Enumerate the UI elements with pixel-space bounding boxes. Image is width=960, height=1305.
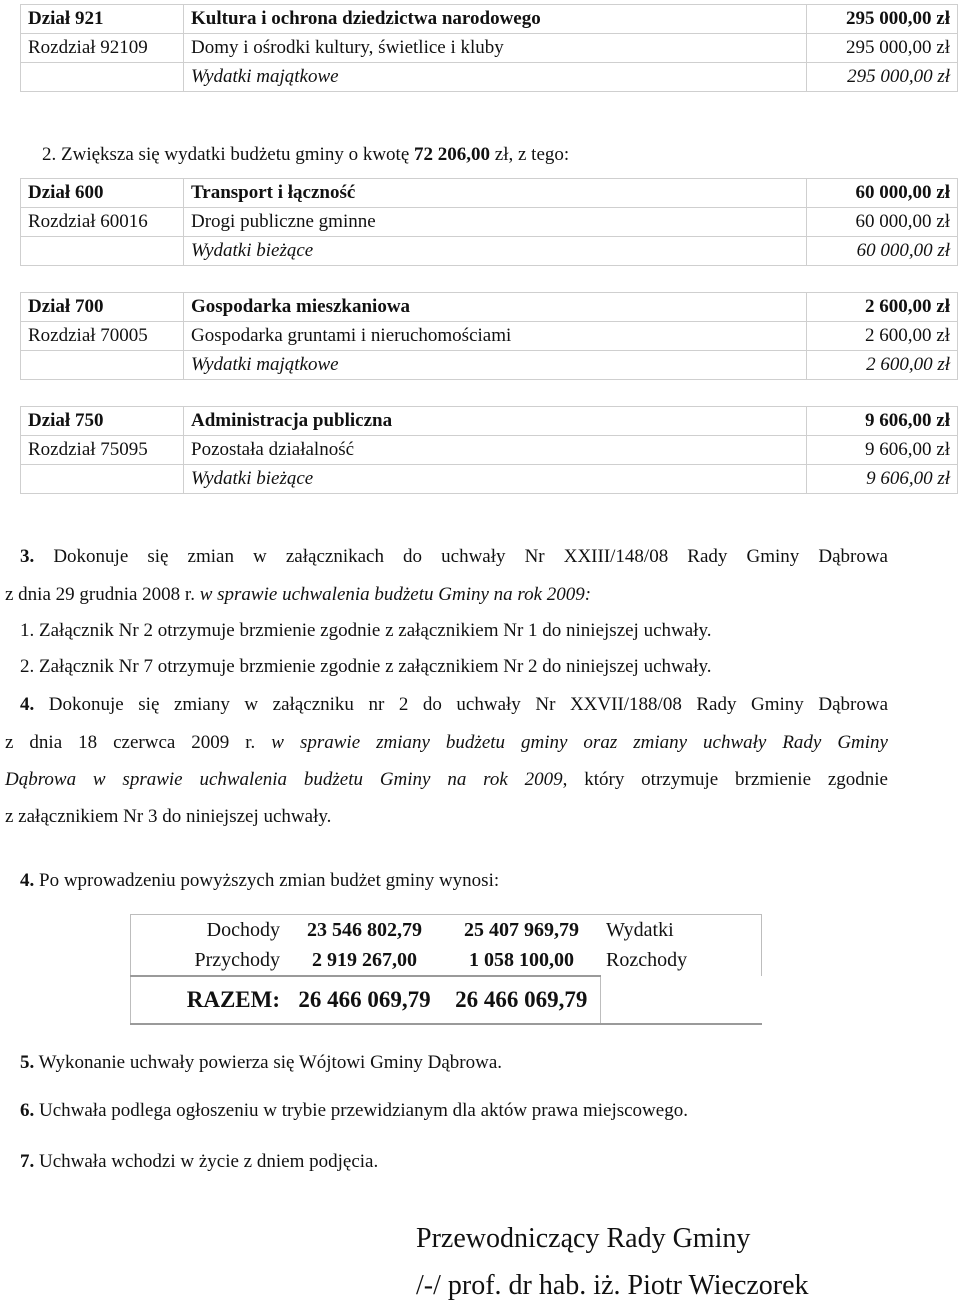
section-2-text-a: Zwiększa się wydatki budżetu gminy o kwotę [56, 144, 415, 165]
section-5-line [20, 1052, 502, 1074]
chapter-code: Rozdział 75095 [21, 436, 184, 465]
table-row [21, 179, 958, 208]
section-2-amount: 72 206,00 [414, 144, 491, 165]
expense-type: Wydatki majątkowe [184, 351, 807, 380]
budget-table-dzial-700 [20, 292, 958, 380]
section-amount: 2 600,00 zł [807, 293, 958, 322]
section-name: Administracja publiczna [184, 407, 807, 436]
section-5-text: Wykonanie uchwały powierza się Wójtowi Gminy Dąbrowa. [34, 1052, 503, 1073]
section-2-number: 2. [42, 144, 57, 165]
section-4a-text-3a: Dąbrowa w sprawie uchwalenia budżetu Gminy na rok 2009 [5, 769, 563, 790]
chapter-amount: 295 000,00 zł [807, 34, 958, 63]
chapter-name: Pozostała działalność [184, 436, 807, 465]
chapter-name: Domy i ośrodki kultury, świetlice i kluby [184, 34, 807, 63]
chapter-code: Rozdział 92109 [21, 34, 184, 63]
total-left-value: 26 466 069,79 [286, 976, 443, 1024]
section-name: Gospodarka mieszkaniowa [184, 293, 807, 322]
section-7-text: Uchwała wchodzi w życie z dniem podjęcia. [34, 1151, 379, 1172]
section-3-item-2: 2. Załącznik Nr 7 otrzymuje brzmienie zgodnie z załącznikiem Nr 2 do niniejszej uchwały. [20, 656, 712, 677]
chapter-amount: 9 606,00 zł [807, 436, 958, 465]
table-row [21, 436, 958, 465]
chapter-amount: 2 600,00 zł [807, 322, 958, 351]
section-code: Dział 921 [21, 5, 184, 34]
empty-cell [21, 63, 184, 92]
section-4b-text: Po wprowadzeniu powyższych zmian budżet gminy wynosi: [34, 870, 500, 891]
section-4a-text-2a: z dnia 18 czerwca 2009 r. [5, 732, 272, 753]
disbursement-value: 1 058 100,00 [443, 945, 600, 976]
chapter-code: Rozdział 60016 [21, 208, 184, 237]
section-2-text-b: zł, z tego: [490, 144, 570, 165]
total-label: RAZEM: [131, 976, 287, 1024]
section-name: Kultura i ochrona dziedzictwa narodowego [184, 5, 807, 34]
expense-type: Wydatki bieżące [184, 465, 807, 494]
budget-table-dzial-600 [20, 178, 958, 266]
section-3-line-1 [5, 546, 888, 568]
expense-type: Wydatki bieżące [184, 237, 807, 266]
table-row [21, 5, 958, 34]
section-6-line [20, 1100, 688, 1122]
disbursement-label: Rozchody [600, 945, 762, 976]
summary-row-income [131, 915, 762, 946]
table-row [21, 237, 958, 266]
section-4a-number: 4. [20, 694, 35, 715]
table-row [21, 465, 958, 494]
expense-amount: 9 606,00 zł [807, 465, 958, 494]
section-4a-line-4: z załącznikiem Nr 3 do niniejszej uchwały. [5, 806, 332, 827]
chapter-amount: 60 000,00 zł [807, 208, 958, 237]
section-4a-line-1 [5, 694, 888, 716]
section-4a-text-3b: , który otrzymuje brzmienie zgodnie [562, 769, 888, 790]
expense-label: Wydatki [600, 915, 762, 946]
revenue-label: Przychody [131, 945, 287, 976]
section-3-text-1: Dokonuje się zmian w załącznikach do uchwały Nr XXIII/148/08 Rady Gminy Dąbrowa [34, 546, 888, 567]
revenue-value: 2 919 267,00 [286, 945, 443, 976]
expense-amount: 2 600,00 zł [807, 351, 958, 380]
empty-cell [21, 237, 184, 266]
table-row [21, 63, 958, 92]
table-row [21, 322, 958, 351]
section-5-number: 5. [20, 1052, 35, 1073]
chapter-code: Rozdział 70005 [21, 322, 184, 351]
signature-name: /-/ prof. dr hab. iż. Piotr Wieczorek [416, 1270, 809, 1301]
empty-cell [21, 465, 184, 494]
section-3-line-2 [5, 584, 591, 606]
section-4a-text-2b: w sprawie zmiany budżetu gminy oraz zmiany uchwały Rady Gminy [271, 732, 888, 753]
budget-table-dzial-750 [20, 406, 958, 494]
expense-value: 25 407 969,79 [443, 915, 600, 946]
income-value: 23 546 802,79 [286, 915, 443, 946]
table-row [21, 351, 958, 380]
section-code: Dział 750 [21, 407, 184, 436]
total-right-value: 26 466 069,79 [443, 976, 600, 1024]
chapter-name: Drogi publiczne gminne [184, 208, 807, 237]
table-row [21, 293, 958, 322]
budget-summary-table [130, 914, 762, 1025]
income-label: Dochody [131, 915, 287, 946]
section-7-line [20, 1151, 378, 1173]
section-7-number: 7. [20, 1151, 35, 1172]
section-3-text-2a: z dnia 29 grudnia 2008 r. [5, 584, 200, 605]
section-code: Dział 700 [21, 293, 184, 322]
total-empty-cell [600, 976, 762, 1024]
expense-type: Wydatki majątkowe [184, 63, 807, 92]
section-6-number: 6. [20, 1100, 35, 1121]
section-3-text-2b: w sprawie uchwalenia budżetu Gminy na rok 2009: [199, 584, 592, 605]
table-row [21, 208, 958, 237]
section-amount: 295 000,00 zł [807, 5, 958, 34]
empty-cell [21, 351, 184, 380]
section-amount: 9 606,00 zł [807, 407, 958, 436]
summary-row-revenue [131, 945, 762, 976]
section-4b-line [20, 870, 499, 892]
section-4a-text-1: Dokonuje się zmiany w załączniku nr 2 do uchwały Nr XXVII/188/08 Rady Gminy Dąbrowa [34, 694, 888, 715]
expense-amount: 60 000,00 zł [807, 237, 958, 266]
section-2-intro [42, 144, 569, 166]
table-row [21, 34, 958, 63]
section-name: Transport i łączność [184, 179, 807, 208]
section-4a-line-3 [5, 769, 888, 791]
section-3-number: 3. [20, 546, 35, 567]
budget-table-dzial-921 [20, 4, 958, 92]
section-4b-number: 4. [20, 870, 35, 891]
section-3-item-1: 1. Załącznik Nr 2 otrzymuje brzmienie zgodnie z załącznikiem Nr 1 do niniejszej uchwały. [20, 620, 712, 641]
expense-amount: 295 000,00 zł [807, 63, 958, 92]
section-6-text: Uchwała podlega ogłoszeniu w trybie przewidzianym dla aktów prawa miejscowego. [34, 1100, 688, 1121]
section-amount: 60 000,00 zł [807, 179, 958, 208]
section-4a-line-2 [5, 732, 888, 754]
chapter-name: Gospodarka gruntami i nieruchomościami [184, 322, 807, 351]
signature-title: Przewodniczący Rady Gminy [416, 1223, 751, 1254]
summary-row-total [131, 976, 762, 1024]
table-row [21, 407, 958, 436]
section-code: Dział 600 [21, 179, 184, 208]
